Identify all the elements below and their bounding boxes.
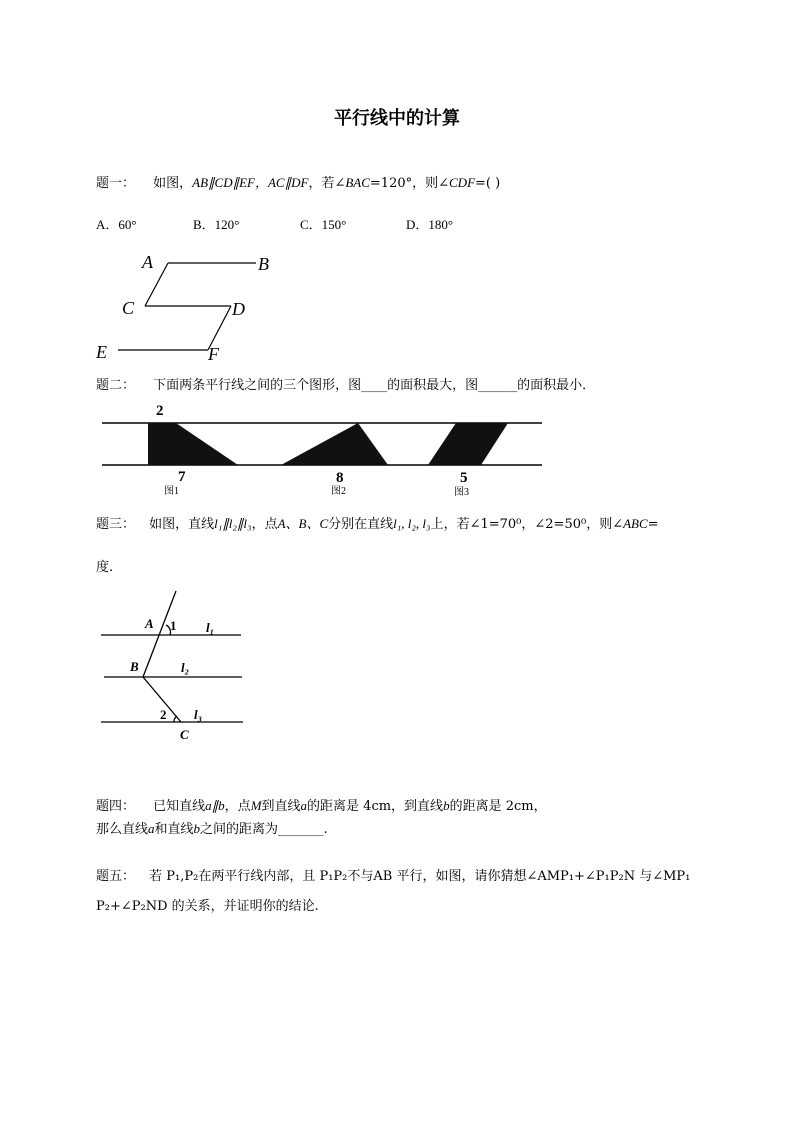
point-a-label: A	[145, 616, 154, 631]
shape-3-number: 5	[460, 470, 468, 486]
q3-lines-a: l₁∥l₂∥l₃	[214, 516, 252, 531]
shape-3-parallelogram	[428, 423, 508, 465]
shape-2-number: 8	[336, 470, 344, 486]
question-5-line-1	[96, 865, 690, 884]
q3-text-e: =	[647, 517, 659, 532]
question-4-line-2	[96, 818, 328, 837]
q3-angle-name: ABC	[623, 516, 648, 531]
line-ab-transversal	[143, 591, 176, 677]
q4-text: 的距离是 2cm，	[449, 799, 547, 814]
page-title: 平行线中的计算	[334, 108, 460, 129]
q4-lines: a∥b	[205, 798, 225, 813]
fig-1-caption: 图1	[164, 486, 179, 497]
question-4-line-1	[96, 795, 547, 814]
angle-2-label: 2	[160, 707, 167, 722]
angle-1-label: 1	[170, 618, 177, 633]
q1-text-d: BAC	[345, 175, 370, 190]
q4-text: 的距离是 4cm，到直线	[307, 799, 444, 814]
q5-text-1: 若 P₁,P₂在两平行线内部，且 P₁P₂不与AB 平行，如图，请你猜想∠AMP₁+∠P₁P₂N 与∠MP₁	[149, 869, 691, 884]
q4-line-a: a	[300, 798, 308, 813]
q4-text: 到直线	[261, 799, 301, 814]
q4-line-b: b	[193, 821, 201, 836]
q4-text: 之间的距离为_______.	[200, 822, 328, 837]
point-b-label: B	[130, 659, 139, 674]
q4-text: ，点	[224, 799, 251, 814]
q4-text: 那么直线	[96, 822, 149, 837]
q1-option-b: B．120°	[193, 217, 240, 232]
q2-figure	[96, 398, 546, 502]
q1-text-a: 如图，	[153, 176, 193, 191]
point-c-label: C	[180, 727, 189, 742]
q3-label: 题三：	[96, 517, 136, 532]
angle-2-arc	[174, 716, 177, 722]
q1-text-g: =( )	[475, 176, 501, 191]
point-b-label: B	[258, 254, 269, 274]
line-l2-label: l₂	[181, 660, 190, 675]
q2-label: 题二：	[96, 378, 136, 393]
q3-figure	[96, 586, 256, 746]
point-a-label: A	[142, 252, 153, 272]
q4-line-b: b	[443, 798, 450, 813]
q4-point-m: M	[250, 798, 262, 813]
q1-label: 题一：	[96, 176, 136, 191]
q1-figure	[90, 248, 290, 364]
q1-option-a: A．60°	[96, 217, 137, 232]
fig-3-caption: 图3	[454, 487, 469, 498]
q1-text-b: AB∥CD∥EF，AC∥DF	[192, 175, 309, 190]
q4-text: 已知直线	[153, 799, 206, 814]
q1-text-e: =120°，则∠	[369, 176, 450, 191]
shape-1-top-number: 2	[156, 403, 164, 419]
shape-1-bottom-number: 7	[178, 469, 186, 485]
q3-text-c: 分别在直线	[328, 517, 394, 532]
q5-text-2: P₂+∠P₂ND 的关系，并证明你的结论.	[96, 899, 319, 914]
fig-2-caption: 图2	[331, 486, 346, 497]
line-l3-label: l₃	[194, 707, 203, 722]
point-c-label: C	[122, 298, 135, 318]
q3-lines-b: l₁, l₂, l₃	[393, 516, 431, 531]
q3-text-f: 度.	[96, 560, 114, 575]
q1-option-c: C．150°	[300, 217, 347, 232]
q5-label: 题五：	[96, 869, 136, 884]
q4-text: 和直线	[154, 822, 194, 837]
point-e-label: E	[96, 342, 107, 362]
line-l1-label: l₁	[206, 620, 215, 635]
point-d-label: D	[232, 299, 245, 319]
q3-text-a: 如图，直线	[149, 517, 215, 532]
q1-text-c: ，若∠	[308, 176, 346, 191]
q3-text-d: 上，若∠1=70⁰，∠2=50⁰，则∠	[430, 517, 624, 532]
q1-option-d: D．180°	[406, 217, 454, 232]
shape-1-polygon	[148, 423, 238, 465]
q1-text-f: CDF	[449, 175, 476, 190]
question-1	[96, 172, 500, 191]
point-f-label: F	[208, 344, 219, 364]
question-3	[96, 513, 659, 532]
q4-label: 题四：	[96, 799, 136, 814]
shape-2-triangle	[281, 423, 388, 465]
q2-text: 下面两条平行线之间的三个图形，图____的面积最大，图______的面积最小．	[153, 378, 596, 393]
q3-text-b: ，点	[251, 517, 278, 532]
q4-line-a: a	[148, 821, 155, 836]
question-2	[96, 374, 595, 393]
q3-points: A、B、C	[277, 516, 329, 531]
